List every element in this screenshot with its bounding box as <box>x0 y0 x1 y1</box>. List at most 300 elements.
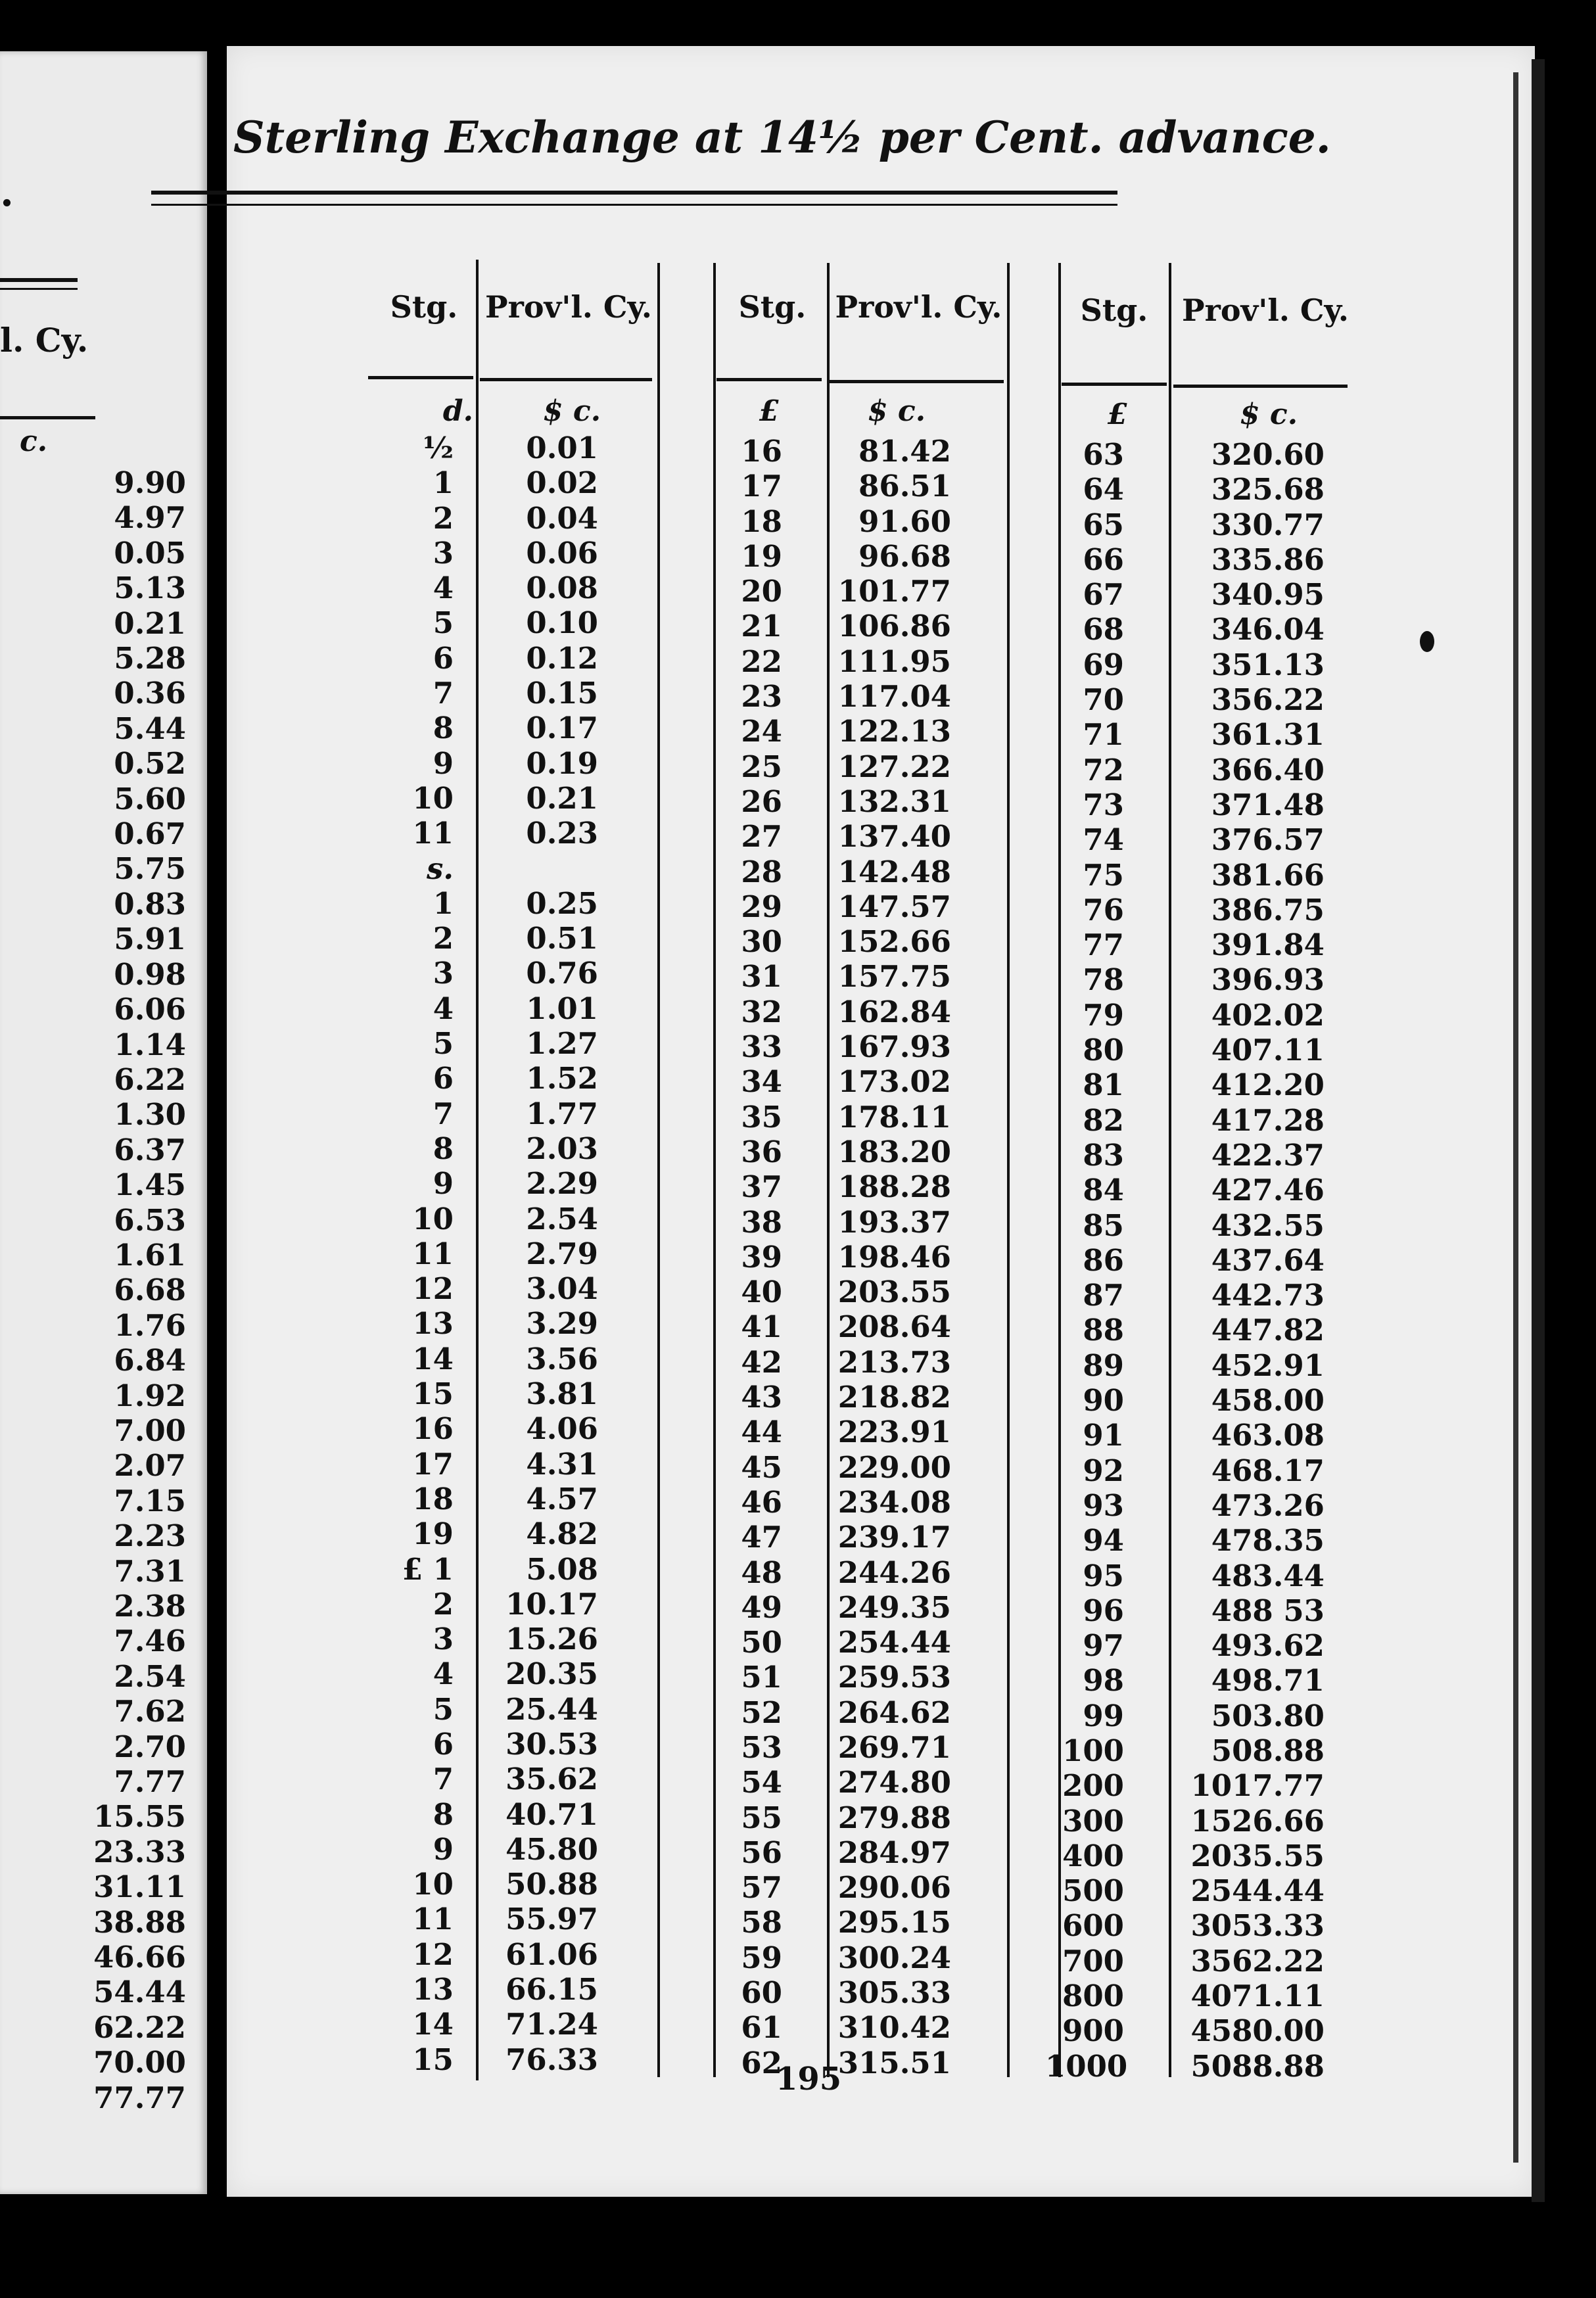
prov-cell: 76.33 <box>505 2042 598 2077</box>
prov-cell: 2035.55 <box>1190 1838 1325 1873</box>
stg-cell: 10 <box>412 1201 454 1236</box>
stg-cell: 5 <box>433 1691 454 1727</box>
prov-cell: 4071.11 <box>1190 1979 1325 2014</box>
prov-cell: 0.17 <box>526 711 598 746</box>
left-page-value: 7.46 <box>114 1624 186 1659</box>
stg-cell: 37 <box>741 1169 782 1205</box>
stg-cell: 23 <box>741 679 782 715</box>
header-underline <box>368 376 473 379</box>
prov-cell: 20.35 <box>505 1656 598 1692</box>
left-page-value: 7.62 <box>114 1694 186 1729</box>
left-page-rule <box>0 278 78 282</box>
stg-cell: 700 <box>1062 1943 1124 1979</box>
stg-column <box>716 434 782 2080</box>
stg-cell: 1 <box>433 885 454 921</box>
stg-cell: 2 <box>433 500 454 536</box>
prov-cell: 117.04 <box>837 679 951 715</box>
prov-cell <box>480 851 598 886</box>
prov-cell: 0.23 <box>526 816 598 851</box>
stg-cell: 20 <box>741 574 782 609</box>
stg-cell: 10 <box>412 1867 454 1902</box>
left-page-value: 6.84 <box>114 1343 186 1378</box>
left-page-value: 70.00 <box>93 2045 186 2080</box>
prov-column <box>480 431 598 2077</box>
stg-cell: 87 <box>1083 1278 1124 1313</box>
prov-cell: 2.03 <box>526 1131 598 1166</box>
stg-cell: 300 <box>1062 1803 1124 1839</box>
stg-cell: 57 <box>741 1870 782 1906</box>
stg-cell: 18 <box>412 1481 454 1516</box>
prov-cell: 234.08 <box>837 1484 951 1520</box>
stg-cell: 200 <box>1062 1768 1124 1804</box>
prov-cell: 325.68 <box>1211 472 1325 507</box>
stg-cell: 59 <box>741 1940 782 1975</box>
prov-cell: 290.06 <box>837 1870 951 1906</box>
stg-cell: 99 <box>1083 1698 1124 1733</box>
stg-cell: 74 <box>1083 822 1124 858</box>
stg-cell: 34 <box>741 1064 782 1100</box>
stg-cell: 43 <box>741 1380 782 1415</box>
stg-cell: 7 <box>433 676 454 711</box>
stg-cell: 29 <box>741 889 782 924</box>
prov-cell: 142.48 <box>837 854 951 889</box>
prov-cell: 483.44 <box>1211 1558 1325 1593</box>
prov-unit: $ c. <box>542 394 601 428</box>
prov-cell: 45.80 <box>505 1831 598 1867</box>
stg-cell: 5 <box>433 605 454 641</box>
prov-cell: 458.00 <box>1211 1383 1325 1419</box>
stg-cell: 11 <box>412 816 454 851</box>
prov-cell: 4580.00 <box>1190 2013 1325 2049</box>
stg-cell: 100 <box>1062 1733 1124 1768</box>
left-page-value: 1.92 <box>114 1378 186 1413</box>
prov-cell: 417.28 <box>1211 1102 1325 1138</box>
prov-cell: 213.73 <box>837 1344 951 1380</box>
prov-cell: 366.40 <box>1211 752 1325 787</box>
prov-cell: 4.57 <box>526 1481 598 1516</box>
page-number: 195 <box>776 2061 842 2098</box>
left-page-value: 0.83 <box>114 886 186 922</box>
prov-cell: 50.88 <box>505 1867 598 1902</box>
stg-cell: 16 <box>741 434 782 469</box>
prov-cell: 15.26 <box>505 1622 598 1657</box>
stg-cell: 94 <box>1083 1523 1124 1559</box>
left-page-value: 5.28 <box>114 641 186 676</box>
stg-cell: 600 <box>1062 1908 1124 1944</box>
stg-cell: 5 <box>433 1026 454 1062</box>
prov-cell: 111.95 <box>837 644 951 679</box>
stg-cell: 70 <box>1083 682 1124 718</box>
page-title: Sterling Exchange at 14½ per Cent. advance. <box>233 112 1331 163</box>
prov-header: Prov'l. Cy. <box>1182 293 1349 328</box>
stg-cell: 80 <box>1083 1033 1124 1068</box>
prov-cell: 229.00 <box>837 1449 951 1485</box>
stg-cell: 95 <box>1083 1558 1124 1593</box>
stg-cell: 41 <box>741 1309 782 1345</box>
prov-cell: 0.25 <box>526 885 598 921</box>
stg-cell: 9 <box>433 1831 454 1867</box>
stg-cell: 21 <box>741 609 782 644</box>
stg-cell: 69 <box>1083 647 1124 682</box>
left-page-value: 31.11 <box>93 1869 186 1905</box>
header-underline <box>480 378 652 381</box>
stg-cell: 82 <box>1083 1102 1124 1138</box>
prov-cell: 279.88 <box>837 1800 951 1835</box>
prov-cell: 40.71 <box>505 1796 598 1832</box>
prov-cell: 361.31 <box>1211 717 1325 753</box>
prov-cell: 239.17 <box>837 1520 951 1555</box>
stg-cell: 7 <box>433 1762 454 1797</box>
stg-cell: 9 <box>433 745 454 781</box>
prov-cell: 0.01 <box>526 431 598 465</box>
prov-cell: 0.51 <box>526 921 598 956</box>
prov-column <box>1173 437 1325 2084</box>
stg-cell: 8 <box>433 1796 454 1832</box>
prov-cell: 305.33 <box>837 1975 951 2011</box>
stg-cell: 15 <box>412 2042 454 2077</box>
stg-cell: 3 <box>433 956 454 991</box>
stg-cell: 65 <box>1083 507 1124 542</box>
left-page-value: 0.52 <box>114 746 186 782</box>
prov-cell: 0.02 <box>526 465 598 501</box>
left-page-value: 5.13 <box>114 571 186 606</box>
left-page-value: 6.53 <box>114 1202 186 1238</box>
left-page-value: 46.66 <box>93 1940 186 1975</box>
left-page-value: 7.31 <box>114 1553 186 1589</box>
stg-unit: d. <box>442 394 473 428</box>
stg-cell: 19 <box>741 538 782 574</box>
stg-cell: 35 <box>741 1099 782 1135</box>
prov-cell: 71.24 <box>505 2007 598 2042</box>
stg-cell: 68 <box>1083 612 1124 647</box>
stg-cell: 56 <box>741 1835 782 1870</box>
prov-cell: 3053.33 <box>1190 1908 1325 1944</box>
stg-cell: 81 <box>1083 1067 1124 1103</box>
stg-cell: 24 <box>741 714 782 749</box>
stg-cell: 91 <box>1083 1418 1124 1453</box>
stg-cell: 13 <box>412 1306 454 1342</box>
stg-cell: 58 <box>741 1905 782 1940</box>
prov-cell: 259.53 <box>837 1660 951 1695</box>
header-underline <box>716 378 822 381</box>
stg-cell: 18 <box>741 504 782 539</box>
stg-cell: 8 <box>433 1131 454 1166</box>
stg-cell: 36 <box>741 1134 782 1169</box>
prov-cell: 498.71 <box>1211 1663 1325 1699</box>
stg-cell: 26 <box>741 784 782 819</box>
stg-cell: 76 <box>1083 892 1124 927</box>
stg-cell: 46 <box>741 1484 782 1520</box>
left-page-value: 0.21 <box>114 605 186 641</box>
prov-cell: 381.66 <box>1211 857 1325 893</box>
stg-cell: 800 <box>1062 1979 1124 2014</box>
prov-cell: 295.15 <box>837 1905 951 1940</box>
prov-cell: 81.42 <box>858 434 951 469</box>
stg-cell: 28 <box>741 854 782 889</box>
prov-cell: 371.48 <box>1211 787 1325 822</box>
stg-cell: £ 1 <box>402 1551 454 1587</box>
column-divider <box>476 260 479 2080</box>
prov-cell: 5088.88 <box>1190 2048 1325 2084</box>
stg-cell: 60 <box>741 1975 782 2011</box>
stg-cell: 3 <box>433 1622 454 1657</box>
stg-cell: 11 <box>412 1236 454 1271</box>
left-page-value: 5.75 <box>114 851 186 887</box>
prov-cell: 3.29 <box>526 1306 598 1342</box>
stg-cell: 64 <box>1083 472 1124 507</box>
stg-cell: 88 <box>1083 1313 1124 1348</box>
prov-cell: 356.22 <box>1211 682 1325 718</box>
left-page-dot: . <box>0 170 14 216</box>
prov-cell: 218.82 <box>837 1380 951 1415</box>
stg-cell: 92 <box>1083 1453 1124 1488</box>
stg-cell: 53 <box>741 1729 782 1765</box>
prov-cell: 432.55 <box>1211 1208 1325 1243</box>
prov-cell: 503.80 <box>1211 1698 1325 1733</box>
left-page-value: 0.67 <box>114 816 186 852</box>
stg-cell: 1000 <box>1045 2048 1128 2084</box>
page-edge-shadow <box>1513 72 1518 2163</box>
title-rule-thick <box>151 191 1117 195</box>
prov-cell: 346.04 <box>1211 612 1325 647</box>
prov-cell: 1.27 <box>526 1026 598 1062</box>
prov-cell: 4.31 <box>526 1446 598 1482</box>
stg-cell: 61 <box>741 2010 782 2046</box>
prov-cell: 386.75 <box>1211 892 1325 927</box>
left-page-value: 6.37 <box>114 1132 186 1167</box>
header-underline <box>1173 385 1348 388</box>
prov-cell: 396.93 <box>1211 962 1325 998</box>
left-page-rule <box>0 288 78 290</box>
stg-cell: 14 <box>412 1341 454 1376</box>
prov-cell: 137.40 <box>837 819 951 855</box>
stg-cell: 10 <box>412 780 454 816</box>
left-page-value: 2.70 <box>114 1729 186 1764</box>
prov-cell: 0.19 <box>526 745 598 781</box>
stg-cell: s. <box>426 851 454 886</box>
prov-cell: 422.37 <box>1211 1137 1325 1173</box>
prov-cell: 61.06 <box>505 1936 598 1972</box>
left-page-value: 9.90 <box>114 465 186 500</box>
prov-cell: 2.79 <box>526 1236 598 1271</box>
stg-cell: 6 <box>433 1726 454 1762</box>
stg-cell: 31 <box>741 959 782 995</box>
prov-cell: 376.57 <box>1211 822 1325 858</box>
prov-cell: 3562.22 <box>1190 1943 1325 1979</box>
stg-cell: 54 <box>741 1765 782 1800</box>
stg-cell: 17 <box>412 1446 454 1482</box>
stg-cell: 19 <box>412 1516 454 1552</box>
stg-cell: 45 <box>741 1449 782 1485</box>
header-underline <box>1062 383 1167 386</box>
stg-cell: 2 <box>433 921 454 956</box>
prov-cell: 351.13 <box>1211 647 1325 682</box>
stg-cell: 22 <box>741 644 782 679</box>
prov-cell: 330.77 <box>1211 507 1325 542</box>
stg-cell: 4 <box>433 991 454 1026</box>
stg-cell: 84 <box>1083 1173 1124 1208</box>
prov-cell: 463.08 <box>1211 1418 1325 1453</box>
stg-cell: 48 <box>741 1555 782 1590</box>
prov-cell: 452.91 <box>1211 1348 1325 1383</box>
prov-cell: 188.28 <box>837 1169 951 1205</box>
stg-cell: 27 <box>741 819 782 855</box>
stg-cell: 67 <box>1083 577 1124 613</box>
prov-cell: 1526.66 <box>1190 1803 1325 1839</box>
prov-cell: 493.62 <box>1211 1628 1325 1664</box>
stg-cell: 79 <box>1083 997 1124 1033</box>
column-divider <box>1169 263 1171 2077</box>
ink-speck <box>1420 631 1434 652</box>
column-divider <box>657 263 660 2077</box>
prov-cell: 91.60 <box>858 504 951 539</box>
left-page-value: 1.14 <box>114 1027 186 1062</box>
prov-cell: 122.13 <box>837 714 951 749</box>
prov-cell: 106.86 <box>837 609 951 644</box>
prov-cell: 5.08 <box>526 1551 598 1587</box>
stg-cell: 86 <box>1083 1242 1124 1278</box>
stg-cell: 90 <box>1083 1383 1124 1419</box>
prov-cell: 442.73 <box>1211 1278 1325 1313</box>
left-page-value: 54.44 <box>93 1975 186 2010</box>
prov-cell: 101.77 <box>837 574 951 609</box>
left-page-rule <box>0 416 95 419</box>
prov-cell: 147.57 <box>837 889 951 924</box>
prov-cell: 310.42 <box>837 2010 951 2046</box>
column-divider <box>713 263 716 2077</box>
left-page-value: 5.60 <box>114 781 186 816</box>
stg-cell: 9 <box>433 1166 454 1202</box>
stg-cell: 63 <box>1083 437 1124 472</box>
stg-column <box>1045 437 1128 2084</box>
stg-cell: 51 <box>741 1660 782 1695</box>
left-page-values <box>93 465 186 2115</box>
stg-header: Stg. <box>1080 293 1148 328</box>
prov-cell: 25.44 <box>505 1691 598 1727</box>
left-page-value: 0.98 <box>114 956 186 992</box>
header-underline <box>830 380 1004 383</box>
stg-cell: 52 <box>741 1695 782 1730</box>
prov-cell: 508.88 <box>1211 1733 1325 1768</box>
prov-cell: 0.76 <box>526 956 598 991</box>
prov-cell: 198.46 <box>837 1239 951 1275</box>
left-page-value: 2.54 <box>114 1658 186 1694</box>
left-page-value: 6.22 <box>114 1062 186 1097</box>
stg-cell: 33 <box>741 1029 782 1065</box>
left-page-header: l. Cy. <box>0 321 89 360</box>
prov-cell: 86.51 <box>858 469 951 504</box>
stg-column <box>355 431 454 2077</box>
stg-cell: 6 <box>433 640 454 676</box>
prov-cell: 0.10 <box>526 605 598 641</box>
left-page-value: 77.77 <box>93 2080 186 2115</box>
left-page-value: 23.33 <box>93 1834 186 1869</box>
prov-cell: 274.80 <box>837 1765 951 1800</box>
prov-cell: 0.12 <box>526 640 598 676</box>
prov-cell: 447.82 <box>1211 1313 1325 1348</box>
stg-cell: 98 <box>1083 1663 1124 1699</box>
title-rule-thin <box>151 204 1117 206</box>
prov-cell: 391.84 <box>1211 927 1325 963</box>
stg-cell: 14 <box>412 2007 454 2042</box>
prov-cell: 167.93 <box>837 1029 951 1065</box>
stg-header: Stg. <box>738 289 807 325</box>
prov-cell: 1.52 <box>526 1061 598 1096</box>
stg-cell: 30 <box>741 924 782 960</box>
left-page-value: 5.91 <box>114 922 186 957</box>
prov-cell: 157.75 <box>837 959 951 995</box>
stg-cell: 55 <box>741 1800 782 1835</box>
prov-cell: 427.46 <box>1211 1173 1325 1208</box>
stg-cell: 49 <box>741 1589 782 1625</box>
prov-cell: 407.11 <box>1211 1033 1325 1068</box>
stg-cell: 85 <box>1083 1208 1124 1243</box>
stg-unit: £ <box>1107 398 1128 431</box>
prov-unit: $ c. <box>1239 398 1298 431</box>
stg-cell: 83 <box>1083 1137 1124 1173</box>
left-page-value: 5.44 <box>114 711 186 746</box>
stg-header: Stg. <box>390 289 458 325</box>
left-page-value: 1.30 <box>114 1097 186 1133</box>
left-page-value: 7.00 <box>114 1413 186 1448</box>
stg-cell: 77 <box>1083 927 1124 963</box>
stg-cell: 66 <box>1083 542 1124 577</box>
prov-cell: 127.22 <box>837 749 951 784</box>
prov-cell: 183.20 <box>837 1134 951 1169</box>
stg-cell: 96 <box>1083 1593 1124 1628</box>
prov-cell: 264.62 <box>837 1695 951 1730</box>
prov-cell: 4.06 <box>526 1411 598 1447</box>
left-page-value: 1.76 <box>114 1307 186 1343</box>
prov-cell: 203.55 <box>837 1275 951 1310</box>
stg-cell: 3 <box>433 535 454 571</box>
stg-cell: 73 <box>1083 787 1124 822</box>
page-edge <box>1532 59 1545 2202</box>
prov-cell: 173.02 <box>837 1064 951 1100</box>
stg-cell: 2 <box>433 1586 454 1622</box>
prov-cell: 1.77 <box>526 1096 598 1131</box>
prov-cell: 208.64 <box>837 1309 951 1345</box>
stg-cell: 78 <box>1083 962 1124 998</box>
stg-cell: 13 <box>412 1972 454 2007</box>
prov-cell: 1.01 <box>526 991 598 1026</box>
left-page-value: 6.68 <box>114 1273 186 1308</box>
stg-cell: 17 <box>741 469 782 504</box>
stg-cell: 1 <box>433 465 454 501</box>
prov-cell: 55.97 <box>505 1902 598 1937</box>
left-page-value: 2.23 <box>114 1518 186 1554</box>
prov-cell: 320.60 <box>1211 437 1325 472</box>
prov-cell: 0.06 <box>526 535 598 571</box>
left-page-value: 0.36 <box>114 676 186 711</box>
prov-cell: 402.02 <box>1211 997 1325 1033</box>
stg-cell: 4 <box>433 571 454 606</box>
left-page-value: 7.77 <box>114 1764 186 1800</box>
prov-cell: 269.71 <box>837 1729 951 1765</box>
prov-cell: 3.04 <box>526 1271 598 1307</box>
left-page-value: 15.55 <box>93 1799 186 1835</box>
prov-cell: 193.37 <box>837 1204 951 1240</box>
left-page-value: 6.06 <box>114 992 186 1027</box>
stg-cell: 7 <box>433 1096 454 1131</box>
prov-cell: 1017.77 <box>1190 1768 1325 1804</box>
prov-cell: 2544.44 <box>1190 1873 1325 1909</box>
stg-cell: 62 <box>741 2045 782 2080</box>
left-page-value: 4.97 <box>114 500 186 536</box>
stg-cell: 75 <box>1083 857 1124 893</box>
prov-header: Prov'l. Cy. <box>485 289 652 325</box>
stg-cell: 8 <box>433 711 454 746</box>
